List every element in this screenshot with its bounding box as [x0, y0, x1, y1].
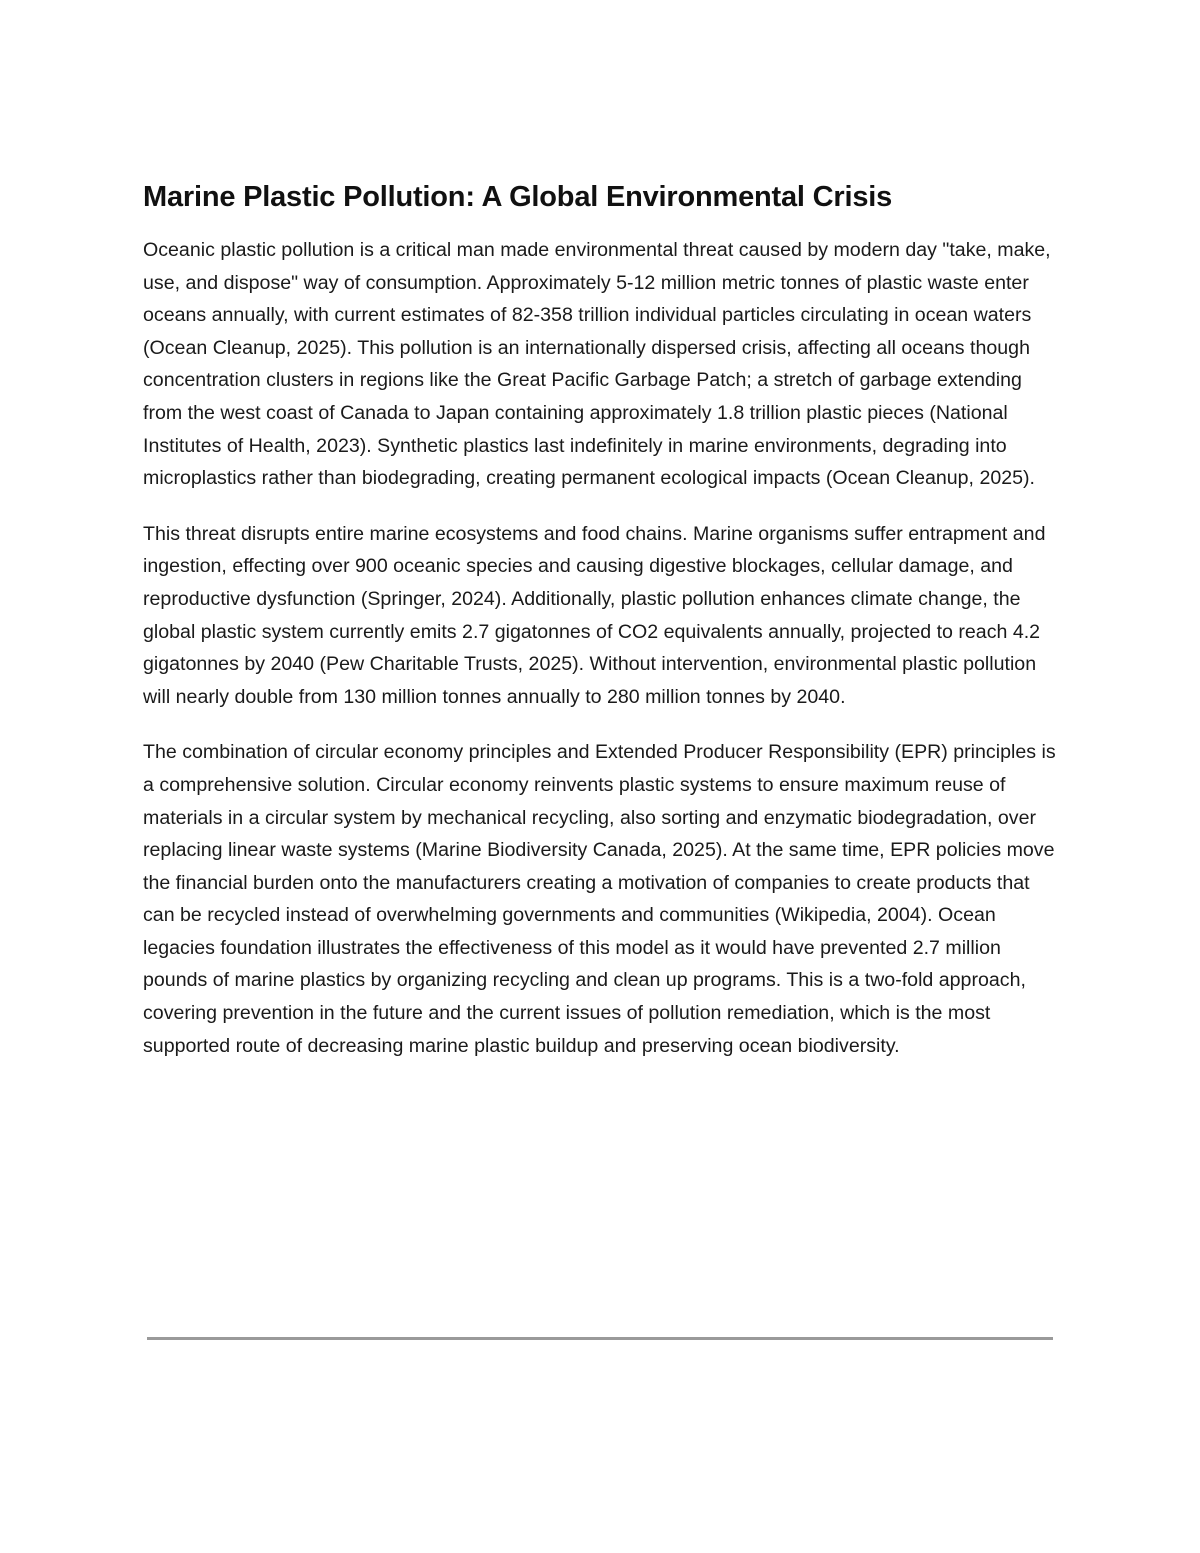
horizontal-divider	[147, 1337, 1053, 1340]
document-title: Marine Plastic Pollution: A Global Environmental Crisis	[143, 181, 893, 213]
paragraph-impacts: This threat disrupts entire marine ecosystems and food chains. Marine organisms suffer entrapment and ingestion, effecting over 900 oceanic species and causing digestive blockages, cellular damage, and reproductive dysfunction (Springer, 2024). Additionally, plastic pollution enhances climate change, the global plastic system currently emits 2.7 gigatonnes of CO2 equivalents annually, projected to reach 4.2 gigatonnes by 2040 (Pew Charitable Trusts, 2025). Without intervention, environmental plastic pollution will nearly double from 130 million tonnes annually to 280 million tonnes by 2040.	[143, 522, 1046, 708]
paragraph-intro: Oceanic plastic pollution is a critical man made environmental threat caused by modern day "take, make, use, and dispose" way of consumption. Approximately 5-12 million metric tonnes of plastic waste enter oceans annually, with current estimates of 82-358 trillion individual particles circulating in ocean waters (Ocean Cleanup, 2025). This pollution is an internationally dispersed crisis, affecting all oceans though concentration clusters in regions like the Great Pacific Garbage Patch; a stretch of garbage extending from the west coast of Canada to Japan containing approximately 1.8 trillion plastic pieces (National Institutes of Health, 2023). Synthetic plastics last indefinitely in marine environments, degrading into microplastics rather than biodegrading, creating permanent ecological impacts (Ocean Cleanup, 2025).	[143, 239, 1051, 490]
document-body	[143, 178, 1063, 1085]
paragraph-solution: The combination of circular economy principles and Extended Producer Responsibility (EPR) principles is a comprehensive solution. Circular economy reinvents plastic systems to ensure maximum reuse of materials in a circular system by mechanical recycling, also sorting and enzymatic biodegradation, over replacing linear waste systems (Marine Biodiversity Canada, 2025). At the same time, EPR policies move the financial burden onto the manufacturers creating a motivation of companies to create products that can be recycled instead of overwhelming governments and communities (Wikipedia, 2004). Ocean legacies foundation illustrates the effectiveness of this model as it would have prevented 2.7 million pounds of marine plastics by organizing recycling and clean up programs. This is a two-fold approach, covering prevention in the future and the current issues of pollution remediation, which is the most supported route of decreasing marine plastic buildup and preserving ocean biodiversity.	[143, 741, 1056, 1057]
